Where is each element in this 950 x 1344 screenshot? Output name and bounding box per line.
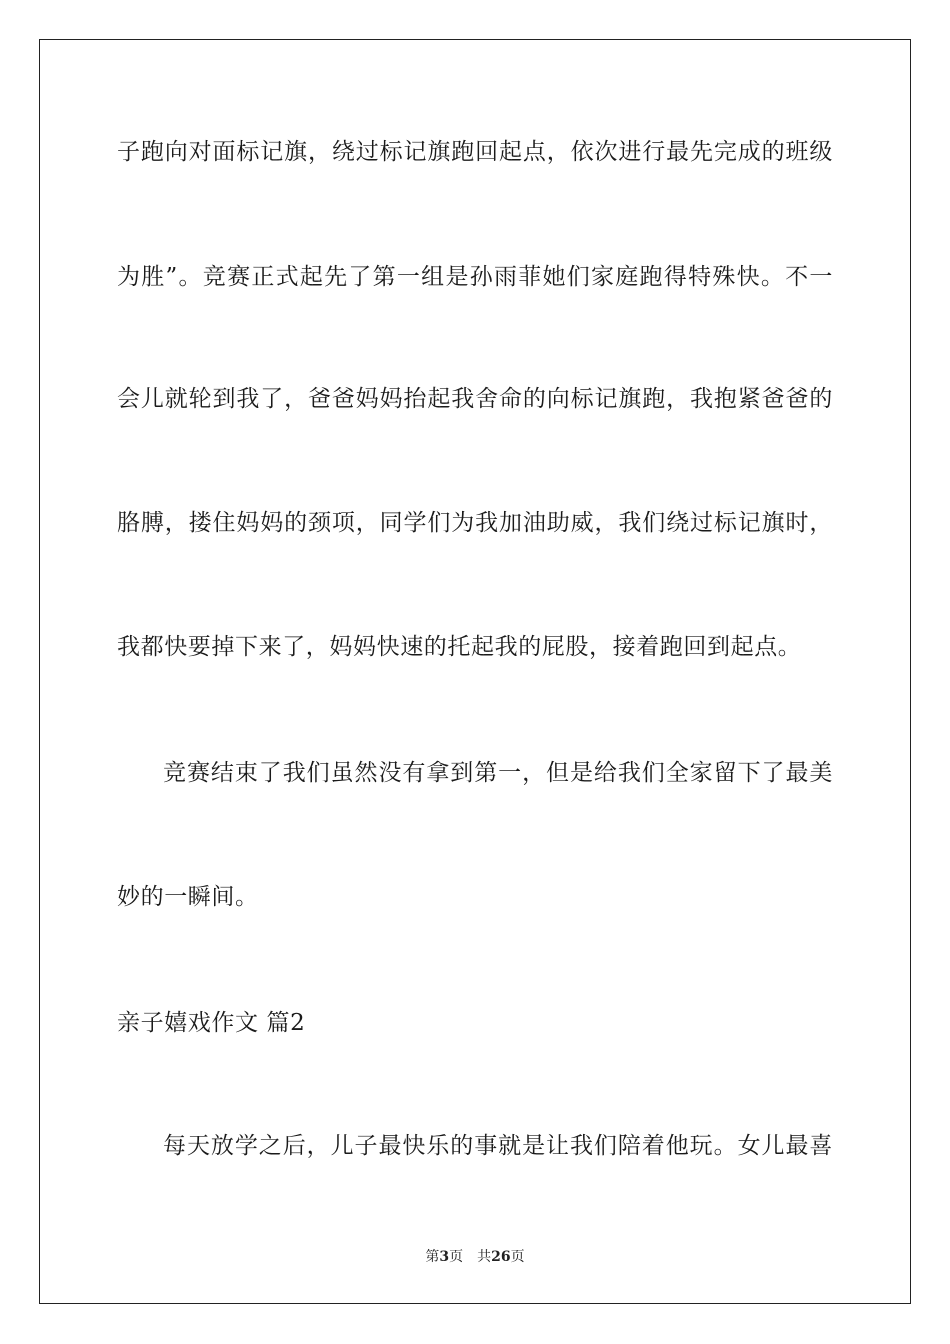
footer-total-suffix: 页 (510, 1249, 525, 1265)
body-line-5: 我都快要掉下来了，妈妈快速的托起我的屁股，接着跑回到起点。 (117, 634, 802, 660)
section-heading: 亲子嬉戏作文 篇2 (117, 1010, 306, 1036)
body-line-1: 子跑向对面标记旗，绕过标记旗跑回起点，依次进行最先完成的班级 (117, 139, 833, 165)
body-line-2: 为胜”。竞赛正式起先了第一组是孙雨菲她们家庭跑得特殊快。不一 (117, 264, 833, 290)
footer-total-pages: 26 (491, 1249, 511, 1265)
page-footer (0, 1247, 950, 1267)
page-border (39, 39, 911, 1304)
footer-total-prefix: 共 (477, 1249, 492, 1265)
body-line-7: 妙的一瞬间。 (117, 884, 259, 910)
body-line-3: 会儿就轮到我了，爸爸妈妈抬起我舍命的向标记旗跑，我抱紧爸爸的 (117, 386, 833, 412)
body-line-4: 胳膊，搂住妈妈的颈项，同学们为我加油助威，我们绕过标记旗时， (117, 510, 833, 536)
footer-page-number: 3 (439, 1249, 450, 1265)
footer-page-suffix: 页 (449, 1249, 464, 1265)
body-line-6: 竞赛结束了我们虽然没有拿到第一，但是给我们全家留下了最美 (163, 760, 833, 786)
footer-page-prefix: 第 (425, 1249, 440, 1265)
section-line-1: 每天放学之后，儿子最快乐的事就是让我们陪着他玩。女儿最喜 (163, 1133, 833, 1159)
